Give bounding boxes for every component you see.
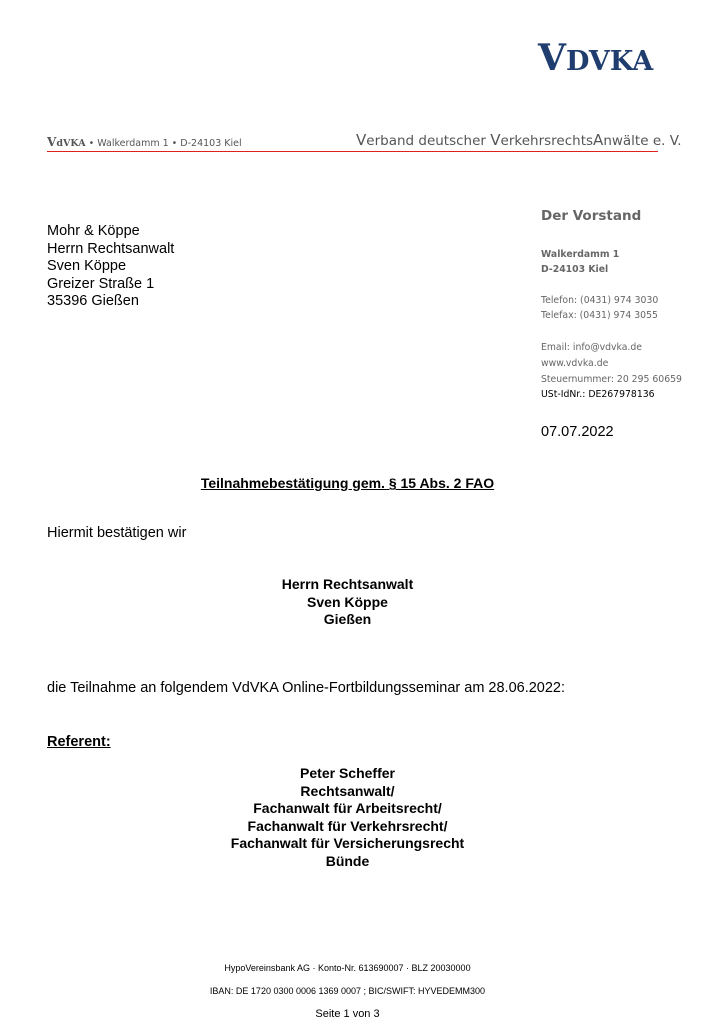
participation-text: die Teilnahme an folgendem VdVKA Online-Fortbildungsseminar am 28.06.2022: <box>47 680 566 696</box>
intro-text: Hiermit bestätigen wir <box>47 525 187 541</box>
sender-title: Der Vorstand <box>541 208 642 224</box>
header-sender-line: • Walkerdamm 1 • D-24103 Kiel <box>88 138 242 149</box>
address-line: Sven Köppe <box>47 258 127 274</box>
association-part: A <box>593 131 604 149</box>
header-org-abbrev: VdVKA <box>47 135 86 149</box>
referent-label: Referent: <box>47 734 111 750</box>
participant-block <box>0 576 695 629</box>
participant-line: Herrn Rechtsanwalt <box>281 576 414 592</box>
participant-line: Sven Köppe <box>307 593 388 610</box>
association-name <box>356 131 682 149</box>
header-divider <box>47 151 658 152</box>
referent-block <box>0 765 695 870</box>
letter-date: 07.07.2022 <box>541 424 614 440</box>
logo-rest: DVKA <box>565 46 654 77</box>
sender-email: Email: info@vdvka.de <box>541 342 643 353</box>
sender-return-address <box>47 135 242 149</box>
sender-phone: Telefon: (0431) 974 3030 <box>541 295 659 306</box>
referent-line: Fachanwalt für Arbeitsrecht/ <box>253 800 442 816</box>
vdvka-logo <box>538 37 654 79</box>
address-line: Herrn Rechtsanwalt <box>47 240 175 257</box>
sender-tax-number: Steuernummer: 20 295 60659 <box>541 374 682 385</box>
referent-line: Peter Scheffer <box>300 765 395 781</box>
association-part: V <box>356 131 367 149</box>
footer-bank: HypoVereinsbank AG · Konto-Nr. 613690007 · BLZ 20030000 <box>224 963 471 973</box>
sender-city: D-24103 Kiel <box>541 264 609 275</box>
association-part: erband deutscher <box>366 133 491 149</box>
logo-initial: V <box>538 37 566 79</box>
association-part: nwälte e. V. <box>603 133 682 149</box>
referent-line: Fachanwalt für Versicherungsrecht <box>230 835 465 851</box>
recipient-address <box>47 223 174 311</box>
association-part: V <box>490 131 501 149</box>
address-line: 35396 Gießen <box>47 293 139 309</box>
participant-line: Gießen <box>323 611 372 627</box>
address-line: Mohr & Köppe <box>47 223 140 239</box>
footer-iban: IBAN: DE 1720 0300 0006 1369 0007 ; BIC/SWIFT: HYVEDEMM300 <box>209 986 486 996</box>
referent-line: Rechtsanwalt/ <box>300 782 395 799</box>
sender-vat-id: USt-IdNr.: DE267978136 <box>541 389 655 400</box>
referent-line: Bünde <box>325 852 370 869</box>
referent-line: Fachanwalt für Verkehrsrecht/ <box>247 817 448 834</box>
association-part: erkehrsrechts <box>500 133 594 149</box>
page-number: Seite 1 von 3 <box>315 1008 380 1020</box>
sender-fax: Telefax: (0431) 974 3055 <box>541 310 658 321</box>
sender-website: www.vdvka.de <box>541 358 609 369</box>
address-line: Greizer Straße 1 <box>47 275 155 292</box>
letter-subject: Teilnahmebestätigung gem. § 15 Abs. 2 FAO <box>200 475 495 491</box>
sender-street: Walkerdamm 1 <box>541 249 620 260</box>
